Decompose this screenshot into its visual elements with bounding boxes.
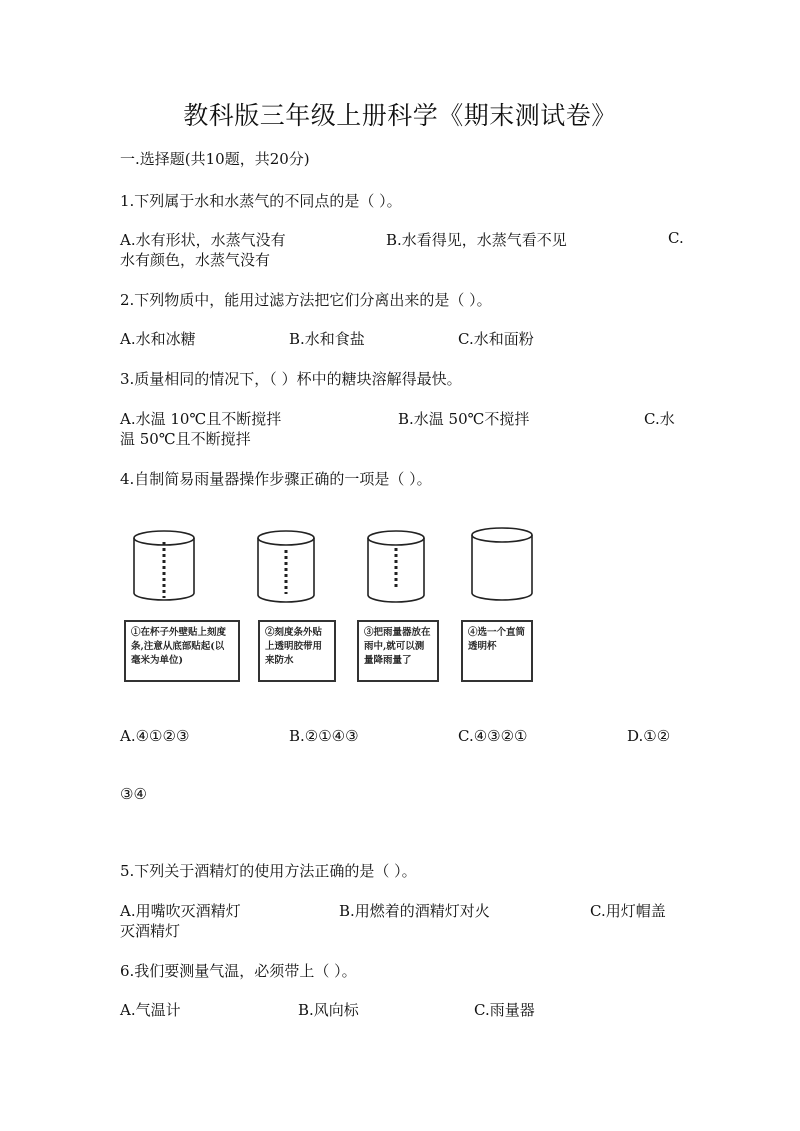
q4-option-d-text: ③④ bbox=[120, 785, 147, 803]
q1-option-c: C. bbox=[668, 229, 684, 247]
caption-step-1: ①在杯子外壁贴上刻度条,注意从底部贴起(以毫米为单位) bbox=[124, 620, 240, 682]
q2-option-c: C.水和面粉 bbox=[458, 330, 534, 348]
q5-option-c-text: 灭酒精灯 bbox=[120, 922, 181, 940]
page-title: 教科版三年级上册科学《期末测试卷》 bbox=[183, 101, 617, 130]
cup-4-illustration bbox=[472, 528, 532, 600]
cup-1-illustration bbox=[134, 531, 194, 600]
q3-option-c-text: 温 50℃且不断搅拌 bbox=[120, 430, 251, 448]
cup-3-illustration bbox=[368, 531, 424, 602]
caption-step-4: ④选一个直筒透明杯 bbox=[461, 620, 533, 682]
q1-option-c-text: 水有颜色，水蒸气没有 bbox=[120, 251, 271, 269]
section-heading: 一.选择题(共10题，共20分) bbox=[120, 150, 310, 168]
rain-gauge-cups bbox=[118, 520, 558, 620]
q5-option-a: A.用嘴吹灭酒精灯 bbox=[120, 902, 241, 920]
q1-option-b: B.水看得见，水蒸气看不见 bbox=[386, 231, 567, 249]
q4-option-b: B.②①④③ bbox=[289, 727, 359, 745]
cup-2-illustration bbox=[258, 531, 314, 602]
q4-option-d: D.①② bbox=[627, 727, 671, 745]
q1-option-a: A.水有形状，水蒸气没有 bbox=[120, 231, 286, 249]
q3-option-a: A.水温 10℃且不断搅拌 bbox=[120, 410, 282, 428]
q6-option-b: B.风向标 bbox=[298, 1001, 359, 1019]
question-3-stem: 3.质量相同的情况下，（ ）杯中的糖块溶解得最快。 bbox=[120, 370, 462, 388]
question-1-stem: 1.下列属于水和水蒸气的不同点的是（ ）。 bbox=[120, 192, 402, 210]
q6-option-c: C.雨量器 bbox=[474, 1001, 535, 1019]
question-6-stem: 6.我们要测量气温，必须带上（ ）。 bbox=[120, 962, 357, 980]
q4-option-c: C.④③②① bbox=[458, 727, 528, 745]
q5-option-c: C.用灯帽盖 bbox=[590, 902, 666, 920]
q6-option-a: A.气温计 bbox=[120, 1001, 181, 1019]
q3-option-c: C.水 bbox=[644, 410, 675, 428]
q4-option-a: A.④①②③ bbox=[120, 727, 190, 745]
q2-option-b: B.水和食盐 bbox=[289, 330, 365, 348]
q2-option-a: A.水和冰糖 bbox=[120, 330, 196, 348]
q5-option-b: B.用燃着的酒精灯对火 bbox=[339, 902, 490, 920]
caption-step-2: ②刻度条外贴上透明胶带用来防水 bbox=[258, 620, 336, 682]
question-4-stem: 4.自制简易雨量器操作步骤正确的一项是（ ）。 bbox=[120, 470, 432, 488]
caption-step-3: ③把雨量器放在雨中,就可以测量降雨量了 bbox=[357, 620, 439, 682]
q3-option-b: B.水温 50℃不搅拌 bbox=[398, 410, 530, 428]
question-5-stem: 5.下列关于酒精灯的使用方法正确的是（ ）。 bbox=[120, 862, 417, 880]
question-2-stem: 2.下列物质中，能用过滤方法把它们分离出来的是（ ）。 bbox=[120, 291, 492, 309]
